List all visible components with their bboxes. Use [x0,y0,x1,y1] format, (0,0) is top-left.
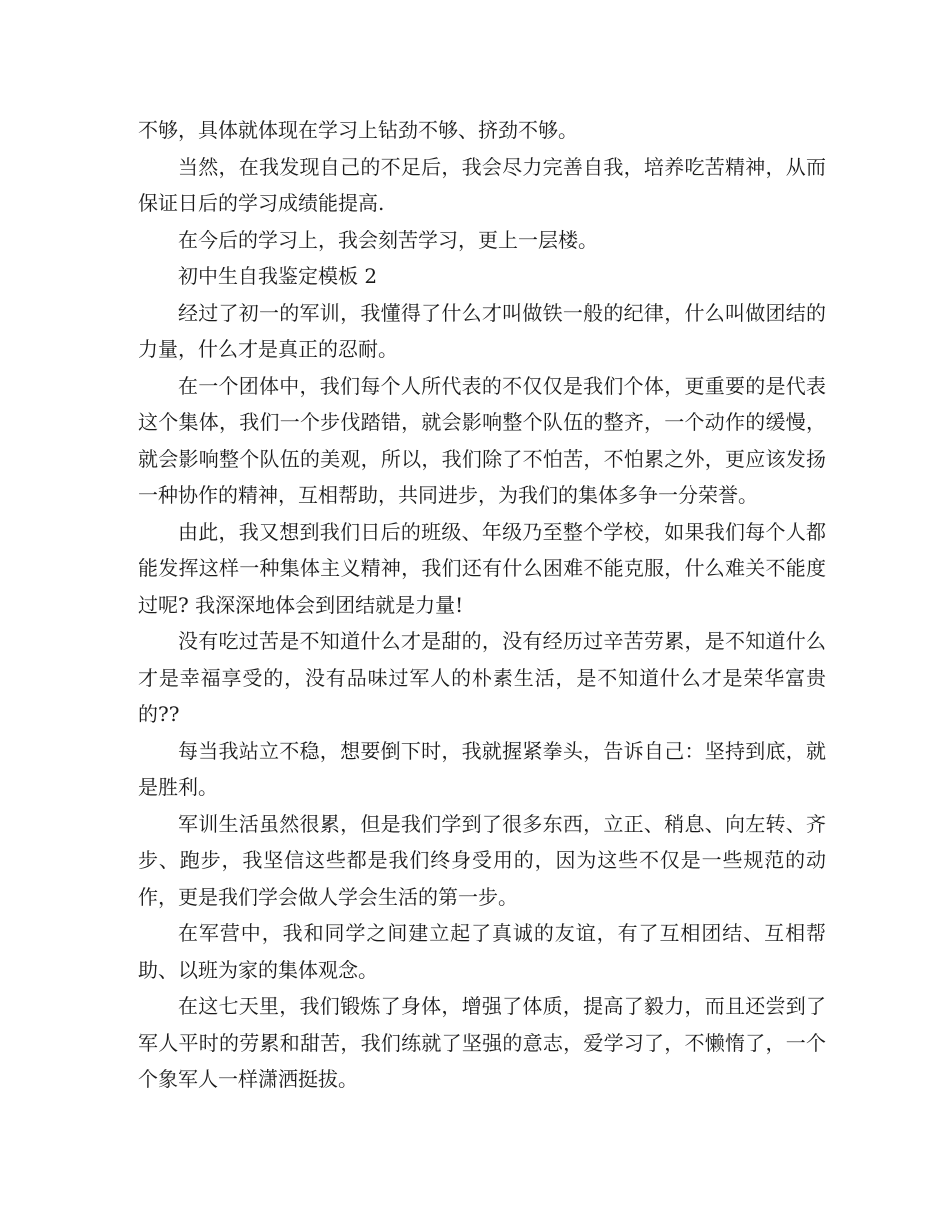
document-body [138,112,826,1098]
paragraph: 每当我站立不稳，想要倒下时，我就握紧拳头，告诉自己：坚持到底，就是胜利。 [138,738,826,799]
paragraph: 在一个团体中，我们每个人所代表的不仅仅是我们个体，更重要的是代表这个集体，我们一个步伐踏错，就会影响整个队伍的整齐，一个动作的缓慢，就会影响整个队伍的美观，所以，我们除了不怕苦，不怕累之外，更应该发扬一种协作的精神，互相帮助，共同进步，为我们的集体多争一分荣誉。 [138,373,826,507]
paragraph: 军训生活虽然很累，但是我们学到了很多东西，立正、稍息、向左转、齐步、跑步，我坚信这些都是我们终身受用的，因为这些不仅是一些规范的动作，更是我们学会做人学会生活的第一步。 [138,811,826,909]
paragraph: 在军营中，我和同学之间建立起了真诚的友谊，有了互相团结、互相帮助、以班为家的集体观念。 [138,921,826,982]
paragraph: 没有吃过苦是不知道什么才是甜的，没有经历过辛苦劳累，是不知道什么才是幸福享受的，没有品味过军人的朴素生活，是不知道什么才是荣华富贵的?? [138,629,826,726]
paragraph: 当然，在我发现自己的不足后，我会尽力完善自我，培养吃苦精神，从而保证日后的学习成绩能提高. [138,154,826,215]
paragraph: 经过了初一的军训，我懂得了什么才叫做铁一般的纪律，什么叫做团结的力量，什么才是真正的忍耐。 [138,300,826,361]
paragraph: 不够，具体就体现在学习上钻劲不够、挤劲不够。 [138,118,578,142]
paragraph: 在今后的学习上，我会刻苦学习，更上一层楼。 [178,227,598,252]
section-heading: 初中生自我鉴定模板 2 [178,264,378,288]
paragraph: 由此，我又想到我们日后的班级、年级乃至整个学校，如果我们每个人都能发挥这样一种集体主义精神，我们还有什么困难不能克服，什么难关不能度过呢? 我深深地体会到团结就是力量! [138,519,826,617]
paragraph: 在这七天里，我们锻炼了身体，增强了体质，提高了毅力，而且还尝到了军人平时的劳累和甜苦，我们练就了坚强的意志，爱学习了，不懒惰了，一个个象军人一样潇洒挺拔。 [138,994,826,1091]
